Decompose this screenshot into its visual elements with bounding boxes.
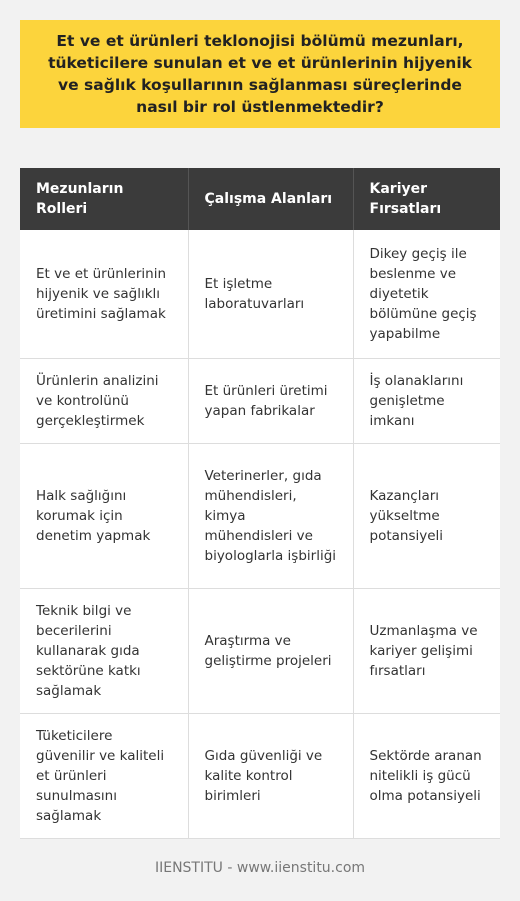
table-row bbox=[20, 713, 500, 838]
column-header-work-areas: Çalışma Alanları bbox=[188, 168, 353, 230]
table-cell: Veterinerler, gıda mühendisleri, kimya mühendisleri ve biyologlarla işbirliği bbox=[188, 443, 353, 588]
column-header-roles: Mezunların Rolleri bbox=[20, 168, 188, 230]
page-title: Et ve et ürünleri teklonojisi bölümü mezunları, tüketicilere sunulan et ve et ürünlerinin hijyenik ve sağlık koşullarının sağlanması süreçlerinde nasıl bir rol üstlenmektedir? bbox=[48, 32, 472, 116]
table-cell: İş olanaklarını genişletme imkanı bbox=[353, 358, 500, 443]
table-cell: Et ürünleri üretimi yapan fabrikalar bbox=[188, 358, 353, 443]
table-cell: Et ve et ürünlerinin hijyenik ve sağlıklı üretimini sağlamak bbox=[20, 230, 188, 358]
column-header-career: Kariyer Fırsatları bbox=[353, 168, 500, 230]
info-table bbox=[20, 168, 500, 839]
table-cell: Uzmanlaşma ve kariyer gelişimi fırsatları bbox=[353, 588, 500, 713]
table-cell: Gıda güvenliği ve kalite kontrol birimleri bbox=[188, 713, 353, 838]
table-cell: Teknik bilgi ve becerilerini kullanarak gıda sektörüne katkı sağlamak bbox=[20, 588, 188, 713]
table-cell: Sektörde aranan nitelikli iş gücü olma potansiyeli bbox=[353, 713, 500, 838]
table-cell: Ürünlerin analizini ve kontrolünü gerçekleştirmek bbox=[20, 358, 188, 443]
table-cell: Tüketicilere güvenilir ve kaliteli et ürünleri sunulmasını sağlamak bbox=[20, 713, 188, 838]
table-row bbox=[20, 358, 500, 443]
table-cell: Halk sağlığını korumak için denetim yapmak bbox=[20, 443, 188, 588]
table-cell: Et işletme laboratuvarları bbox=[188, 230, 353, 358]
table-header-row bbox=[20, 168, 500, 230]
table-row bbox=[20, 588, 500, 713]
table-cell: Araştırma ve geliştirme projeleri bbox=[188, 588, 353, 713]
footer-credit: IIENSTITU - www.iienstitu.com bbox=[154, 860, 366, 876]
table-row bbox=[20, 230, 500, 358]
table-row bbox=[20, 443, 500, 588]
table-cell: Dikey geçiş ile beslenme ve diyetetik bölümüne geçiş yapabilme bbox=[353, 230, 500, 358]
table-cell: Kazançları yükseltme potansiyeli bbox=[353, 443, 500, 588]
title-banner bbox=[20, 20, 500, 128]
